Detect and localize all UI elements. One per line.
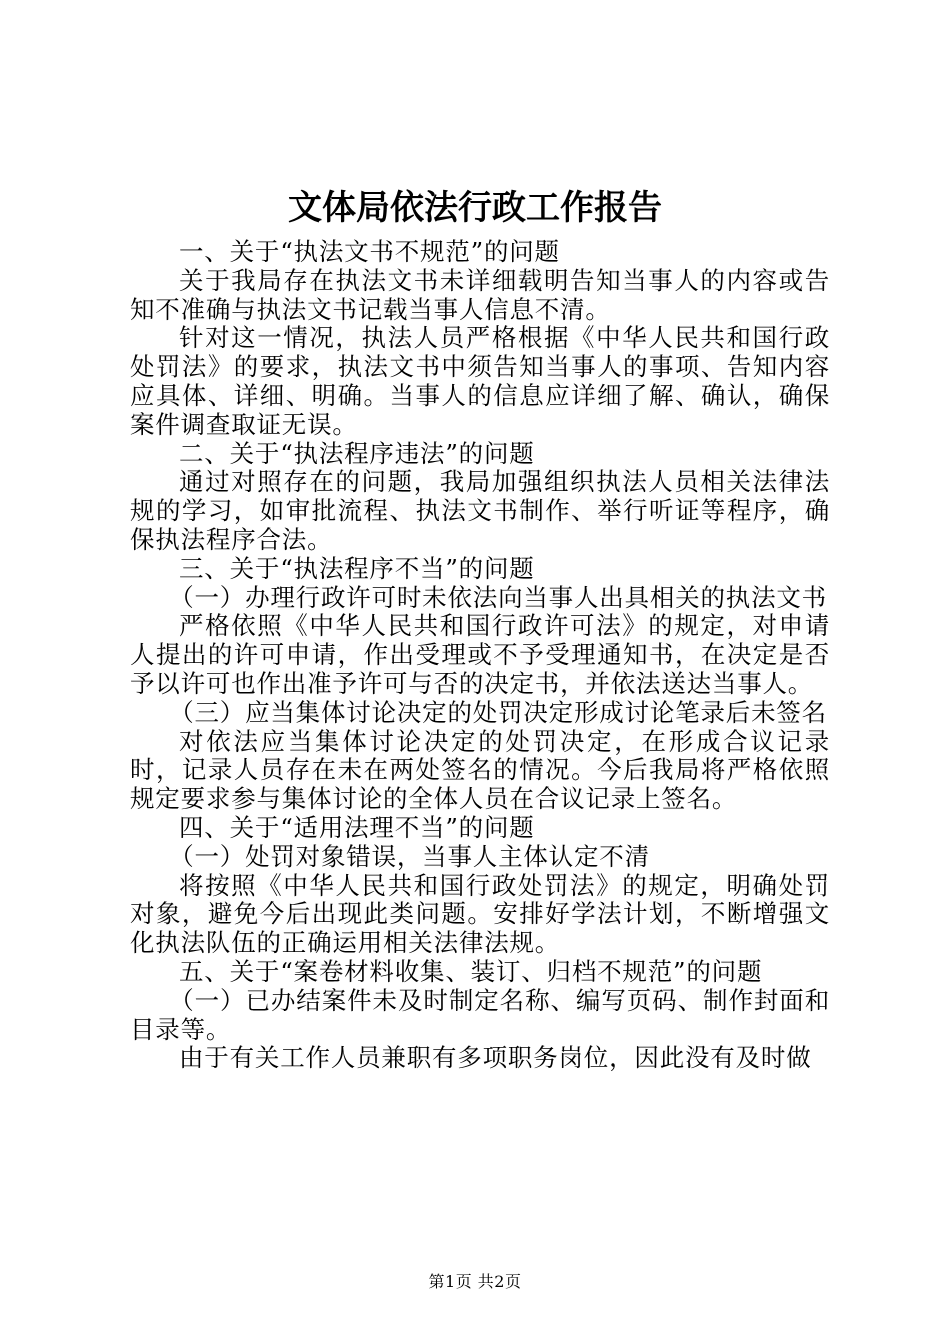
document-body <box>130 238 830 1073</box>
body-paragraph: 将按照《中华人民共和国行政处罚法》的规定，明确处罚对象，避免今后出现此类问题。安排好学法计划，不断增强文化执法队伍的正确运用相关法律法规。 <box>130 870 830 958</box>
section-heading: 五、关于“案卷材料收集、装订、归档不规范”的问题 <box>179 956 763 986</box>
page-number-footer: 第1页 共2页 <box>428 1272 522 1291</box>
body-paragraph: 通过对照存在的问题，我局加强组织执法人员相关法律法规的学习，如审批流程、执法文书制作、举行听证等程序，确保执法程序合法。 <box>130 467 830 554</box>
section-heading: 三、关于“执法程序不当”的问题 <box>179 553 535 583</box>
body-paragraph: 对依法应当集体讨论决定的处罚决定，在形成合议记录时，记录人员存在未在两处签名的情况。今后我局将严格依照规定要求参与集体讨论的全体人员在合议记录上签名。 <box>130 726 830 814</box>
document-title: 文体局依法行政工作报告 <box>288 188 662 228</box>
body-paragraph: 关于我局存在执法文书未详细载明告知当事人的内容或告知不准确与执法文书记载当事人信息不清。 <box>130 265 830 324</box>
section-heading: 四、关于“适用法理不当”的问题 <box>179 812 535 842</box>
subsection-heading: （一）已办结案件未及时制定名称、编写页码、制作封面和目录等。 <box>130 985 830 1044</box>
subsection-heading: （三）应当集体讨论决定的处罚决定形成讨论笔录后未签名 <box>169 697 827 727</box>
subsection-heading: （一）处罚对象错误，当事人主体认定不清 <box>169 841 650 871</box>
section-heading: 二、关于“执法程序违法”的问题 <box>179 438 535 468</box>
section-heading: 一、关于“执法文书不规范”的问题 <box>179 237 560 266</box>
body-paragraph: 严格依照《中华人民共和国行政许可法》的规定，对申请人提出的许可申请，作出受理或不予受理通知书，在决定是否予以许可也作出准予许可与否的决定书，并依法送达当事人。 <box>130 611 830 698</box>
body-paragraph: 针对这一情况，执法人员严格根据《中华人民共和国行政处罚法》的要求，执法文书中须告知当事人的事项、告知内容应具体、详细、明确。当事人的信息应详细了解、确认，确保案件调查取证无误。 <box>130 323 830 439</box>
body-paragraph: 由于有关工作人员兼职有多项职务岗位，因此没有及时做 <box>179 1043 812 1073</box>
subsection-heading: （一）办理行政许可时未依法向当事人出具相关的执法文书 <box>169 582 827 612</box>
